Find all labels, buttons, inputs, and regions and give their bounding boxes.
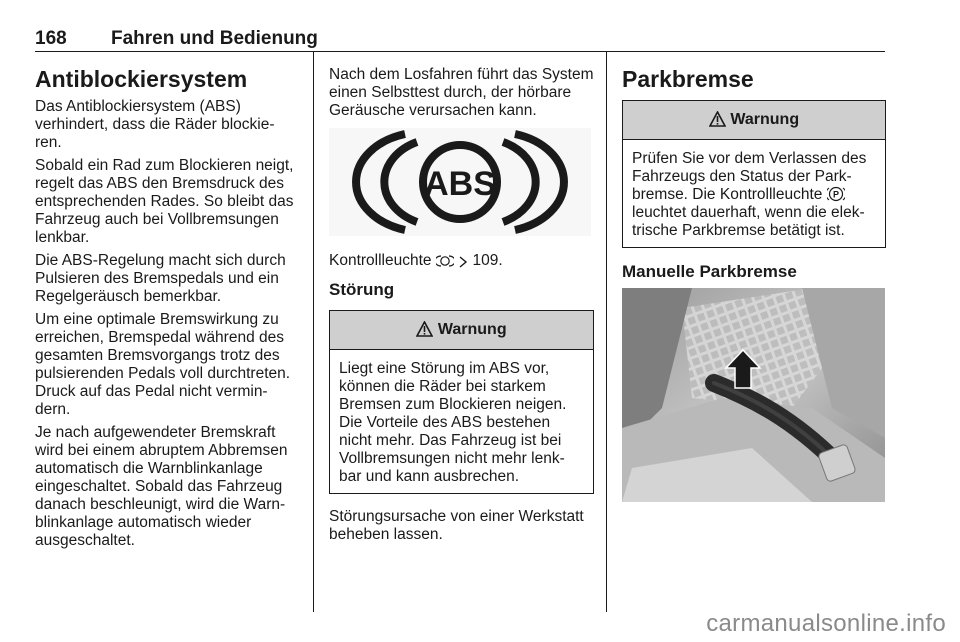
handbrake-illustration — [622, 288, 885, 502]
running-title: Fahren und Bedienung — [111, 28, 318, 49]
section-heading-parkbremse: Parkbremse — [622, 66, 754, 92]
section-heading-abs: Antiblockiersystem — [35, 66, 248, 92]
warning-text — [623, 140, 885, 247]
subheading-stoerung: Störung — [329, 280, 395, 299]
svg-text:P: P — [832, 189, 839, 200]
page-number: 168 — [35, 28, 67, 49]
abs-figure-label: ABS — [424, 165, 496, 203]
ref-prefix: Kontrollleuchte — [329, 252, 432, 269]
warning-text-part: leuchtet dauerhaft, wenn die elek‑ trische Parkbremse betätigt ist. — [632, 204, 865, 239]
warning-header — [330, 311, 593, 350]
warning-text: Liegt eine Störung im ABS vor, können die Räder bei starkem Bremsen zum Blockieren neigen. Die Vorteile des ABS bestehen nicht mehr. Das Fahrzeug ist bei Vollbremsungen nicht mehr lenk‑ bar und kann ausbrechen. — [339, 360, 567, 485]
paragraph: Je nach aufgewendeter Bremskraft wird bei einem abruptem Abbremsen automatisch die Warnblinkanlage eingeschaltet. Sobald das Fahrzeug danach beschleunigt, wird die Warn‑ blinkanlage automatisch wieder ausgeschaltet. — [35, 424, 288, 549]
warning-box-parkbremse — [622, 100, 886, 248]
subheading-manuelle-parkbremse: Manuelle Parkbremse — [622, 262, 797, 281]
warning-triangle-icon — [416, 321, 433, 337]
paragraph: Um eine optimale Bremswirkung zu erreichen, Bremspedal während des gesamten Bremsvorgangs trotz des pulsierenden Pedals voll durchtreten. Druck auf das Pedal nicht vermin‑ dern. — [35, 311, 291, 418]
paragraph: Das Antiblockiersystem (ABS) verhindert, dass die Räder blockie‑ ren. — [35, 98, 275, 151]
abs-warning-light-figure — [329, 128, 591, 236]
cross-reference — [329, 252, 594, 270]
parking-brake-photo — [622, 288, 885, 502]
column-divider-2 — [606, 52, 607, 612]
paragraph: Nach dem Losfahren führt das System einen Selbsttest durch, der hörbare Geräusche verursachen kann. — [329, 66, 594, 119]
header-rule — [35, 51, 885, 52]
column-2 — [329, 66, 594, 549]
paragraph: Sobald ein Rad zum Blockieren neigt, regelt das ABS den Bremsdruck des entsprechenden Rades. So bleibt das Fahrzeug auch bei Vollbremsungen lenkbar. — [35, 157, 294, 246]
watermark: carmanualsonline.info — [706, 610, 946, 637]
warning-header — [623, 101, 885, 140]
ref-page: 109. — [472, 252, 503, 269]
column-1 — [35, 66, 303, 555]
page-header — [35, 28, 885, 50]
warning-label: Warnung — [730, 111, 800, 128]
page-ref-arrow-icon — [458, 256, 468, 268]
warning-label: Warnung — [437, 321, 507, 338]
warning-text-part: Prüfen Sie vor dem Verlassen des Fahrzeugs den Status der Park‑ bremse. Die Kontrollleuchte — [632, 150, 867, 203]
paragraph: Störungsursache von einer Werkstatt beheben lassen. — [329, 508, 584, 543]
parking-brake-icon — [827, 186, 845, 202]
paragraph: Die ABS‑Regelung macht sich durch Pulsieren des Bremspedals und ein Regelgeräusch bemerkbar. — [35, 252, 286, 305]
abs-small-icon — [436, 254, 454, 268]
warning-box-abs — [329, 310, 594, 494]
column-divider-1 — [313, 52, 314, 612]
abs-icon — [329, 128, 591, 236]
column-3 — [622, 66, 886, 502]
warning-triangle-icon — [709, 111, 726, 127]
